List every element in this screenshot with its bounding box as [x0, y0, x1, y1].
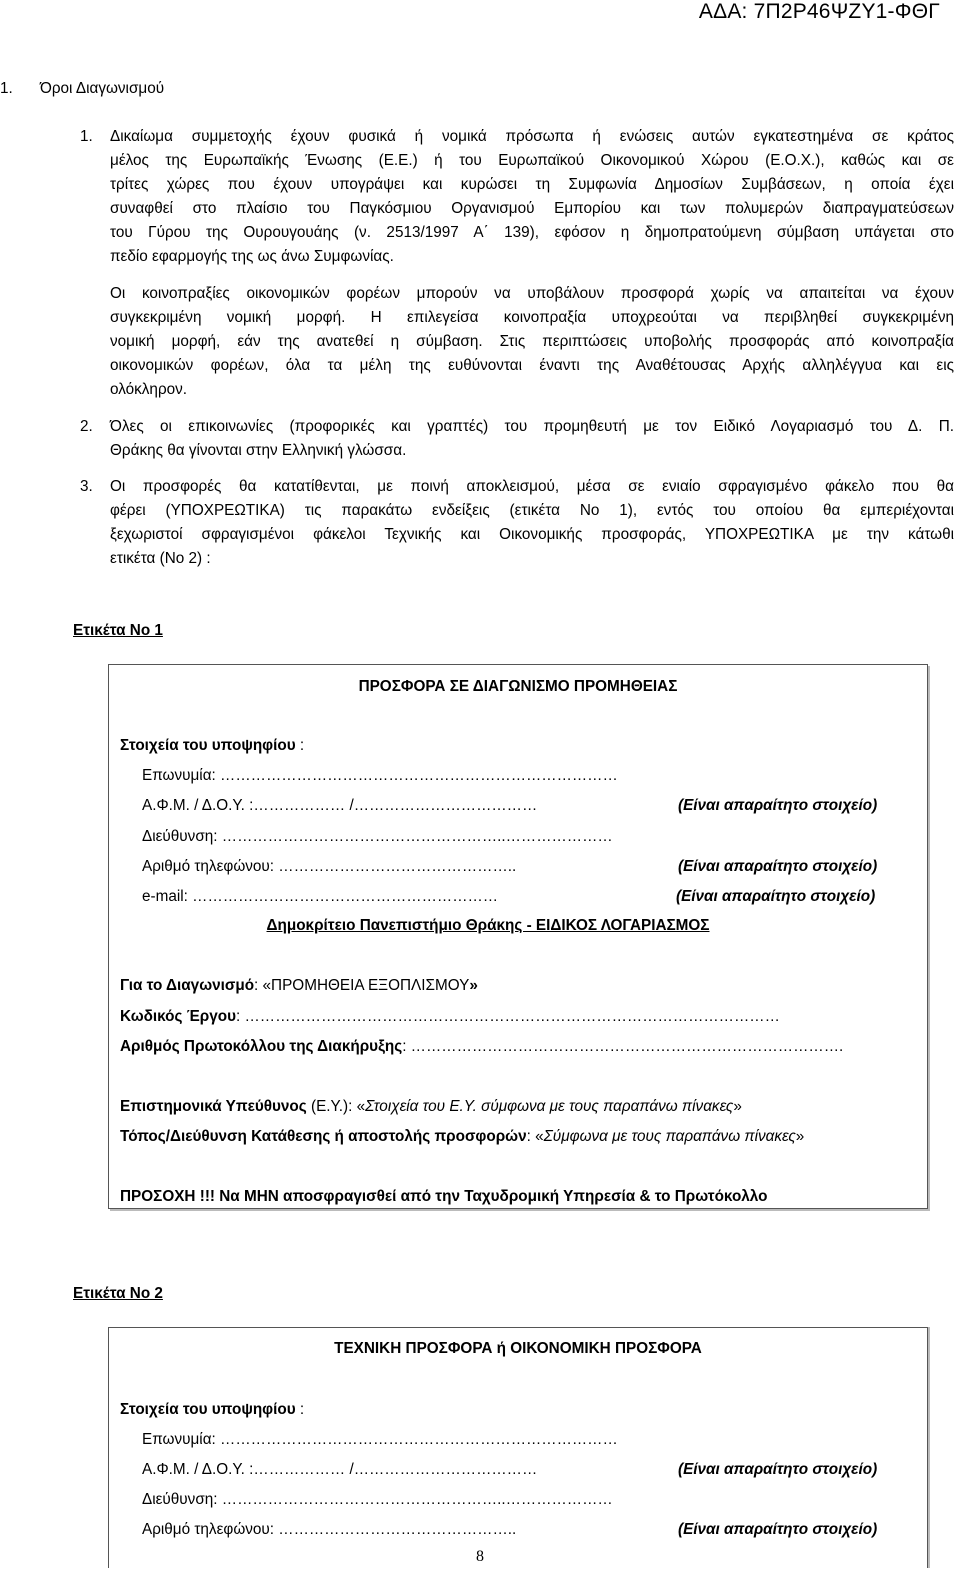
scientific-value: Στοιχεία του Ε.Υ. σύμφωνα με τους παραπάνω πίνακες [365, 1098, 734, 1115]
candidate-label: Στοιχεία του υποψηφίου [120, 1401, 296, 1418]
label-2-heading: Ετικέτα Νο 2 [73, 1285, 163, 1302]
project-code-value: : …………………………………………………………………………………………… [235, 1008, 780, 1025]
jv-paragraph-line: νομική μορφή, εάν της ανατεθεί η σύμβαση. Στις περιπτώσεις υποβολής προσφοράς από κοινοπραξία [110, 333, 954, 350]
item-2-number: 2. [80, 418, 93, 435]
required-note: (Είναι απαραίτητο στοιχείο) [678, 1521, 878, 1538]
protocol-value: : …………………………………………………………………………. [402, 1038, 844, 1055]
place-mid: : « [526, 1128, 544, 1145]
name-field-line: Επωνυμία: …………………………………………………………………… [142, 767, 618, 784]
item-3-line: ετικέτα (Νο 2) : [110, 550, 211, 567]
item-1-number: 1. [80, 128, 93, 145]
tender-close: » [469, 977, 478, 994]
afm-field-line: Α.Φ.Μ. / Δ.Ο.Υ. :……………… /……………………………… [142, 797, 538, 814]
required-note: (Είναι απαραίτητο στοιχείο) [678, 858, 878, 875]
address-field-line: Διεύθυνση: ………………………………………………..………………… [142, 1491, 613, 1508]
jv-paragraph-line: ολόκληρον. [110, 381, 188, 398]
item-3-line: φέρει (ΥΠΟΧΡΕΩΤΙΚΑ) τις παρακάτω ενδείξεις (ετικέτα Νο 1), εντός του οποίου θα εμπεριέχονται [110, 502, 954, 519]
ada-code: ΑΔΑ: 7Π2Ρ46ΨΖΥ1-ΦΘΓ [698, 0, 940, 23]
scientific-line [120, 1095, 742, 1120]
required-note: (Είναι απαραίτητο στοιχείο) [678, 797, 878, 814]
recipient-line: Δημοκρίτειο Πανεπιστήμιο Θράκης - ΕΙΔΙΚΟΣ ΛΟΓΑΡΙΑΣΜΟΣ [266, 917, 710, 934]
protocol-line [120, 1035, 843, 1060]
jv-paragraph-line: συγκεκριμένη νομική μορφή. Η επιλεγείσα κοινοπραξία υποχρεούται να περιβληθεί συγκεκριμένη [110, 309, 954, 326]
tender-line [120, 974, 478, 999]
afm-field-line: Α.Φ.Μ. / Δ.Ο.Υ. :……………… /……………………………… [142, 1461, 538, 1478]
item-1-line: πεδίο εφαρμογής της ως άνω Συμφωνίας. [110, 248, 394, 265]
item-2-line: Όλες οι επικοινωνίες (προφορικές και γραπτές) του προμηθευτή με τον Ειδικό Λογαριασμό του Δ. Π. [110, 418, 954, 435]
label-1-candidate-heading [120, 734, 304, 759]
label-2-candidate-heading [120, 1398, 304, 1423]
item-1-line: τρίτες χώρες που έχουν υπογράψει και κυρώσει τη Συμφωνία Δημοσίων Συμβάσεων, η οποία έχει [110, 176, 954, 193]
label-2-title: ΤΕΧΝΙΚΗ ΠΡΟΣΦΟΡΑ ή ΟΙΚΟΝΟΜΙΚΗ ΠΡΟΣΦΟΡΑ [334, 1340, 702, 1357]
jv-paragraph-line: Οι κοινοπραξίες οικονομικών φορέων μπορούν να υποβάλουν προσφορά χωρίς να απαιτείται να έχουν [110, 285, 954, 302]
item-1-line: Δικαίωμα συμμετοχής έχουν φυσικά ή νομικά πρόσωπα ή ενώσεις αυτών εγκατεστημένα σε κράτος [110, 128, 954, 145]
item-3-number: 3. [80, 478, 93, 495]
required-note: (Είναι απαραίτητο στοιχείο) [678, 1461, 878, 1478]
project-code-line [120, 1005, 780, 1030]
jv-paragraph-line: οικονομικών φορέων, όλα τα μέλη της ευθύνονται έναντι της Αναθέτουσας Αρχής αλληλέγγυα και εις [110, 357, 954, 374]
scientific-close: » [733, 1098, 742, 1115]
name-field-line: Επωνυμία: …………………………………………………………………… [142, 1431, 618, 1448]
item-1-line: του Γύρου της Ουρουγουάης (ν. 2513/1997 Α΄ 139), εφόσον η δημοπρατούμενη σύμβαση υπάγεται στο [110, 224, 954, 241]
candidate-label: Στοιχεία του υποψηφίου [120, 737, 296, 754]
scientific-label: Επιστημονικά Υπεύθυνος [120, 1098, 307, 1115]
phone-field-line: Αριθμό τηλεφώνου: ……………………………………….. [142, 858, 517, 875]
project-code-label: Κωδικός Έργου [120, 1008, 236, 1025]
scientific-mid: (Ε.Υ.): « [306, 1098, 366, 1115]
item-2-line: Θράκης θα γίνονται στην Ελληνική γλώσσα. [110, 442, 407, 459]
candidate-colon: : [295, 1401, 305, 1418]
item-3-line: ξεχωριστοί σφραγισμένοι φάκελοι Τεχνικής και Οικονομικής προσφοράς, ΥΠΟΧΡΕΩΤΙΚΑ με την κάτωθι [110, 526, 954, 543]
email-field-line: e-mail: …………………………………………………… [142, 888, 499, 905]
section-title: Όροι Διαγωνισμού [40, 80, 165, 97]
place-label: Τόπος/Διεύθυνση Κατάθεσης ή αποστολής προσφορών [120, 1128, 527, 1145]
tender-value: : «ΠΡΟΜΗΘΕΙΑ ΕΞΟΠΛΙΣΜΟΥ [254, 977, 470, 994]
required-note: (Είναι απαραίτητο στοιχείο) [676, 888, 876, 905]
place-line [120, 1125, 804, 1150]
address-field-line: Διεύθυνση: ………………………………………………..………………… [142, 828, 613, 845]
page-number: 8 [476, 1548, 484, 1565]
tender-label: Για το Διαγωνισμό [120, 977, 255, 994]
place-value: Σύμφωνα με τους παραπάνω πίνακες [543, 1128, 796, 1145]
item-3-line: Οι προσφορές θα κατατίθενται, με ποινή αποκλεισμού, μέσα σε ενιαίο σφραγισμένο φάκελο που θα [110, 478, 954, 495]
item-1-line: μέλος της Ευρωπαϊκής Ένωσης (Ε.Ε.) ή του Ευρωπαϊκού Οικονομικού Χώρου (Ε.Ο.Χ.), καθώς και σε [110, 152, 954, 169]
label-1-heading: Ετικέτα Νο 1 [73, 622, 163, 639]
place-close: » [795, 1128, 805, 1145]
item-1-line: συναφθεί στο πλαίσιο του Παγκόσμιου Οργανισμού Εμπορίου και των πολυμερών διαπραγματεύσεων [110, 200, 954, 217]
candidate-colon: : [295, 737, 305, 754]
label-1-title: ΠΡΟΣΦΟΡΑ ΣΕ ΔΙΑΓΩΝΙΣΜΟ ΠΡΟΜΗΘΕΙΑΣ [358, 678, 678, 695]
phone-field-line: Αριθμό τηλεφώνου: ……………………………………….. [142, 1521, 517, 1538]
protocol-label: Αριθμός Πρωτοκόλλου της Διακήρυξης [120, 1038, 403, 1055]
warning-line: ΠΡΟΣΟΧΗ !!! Να ΜΗΝ αποσφραγισθεί από την Ταχυδρομική Υπηρεσία & το Πρωτόκολλο [120, 1188, 768, 1205]
section-number: 1. [0, 80, 13, 97]
